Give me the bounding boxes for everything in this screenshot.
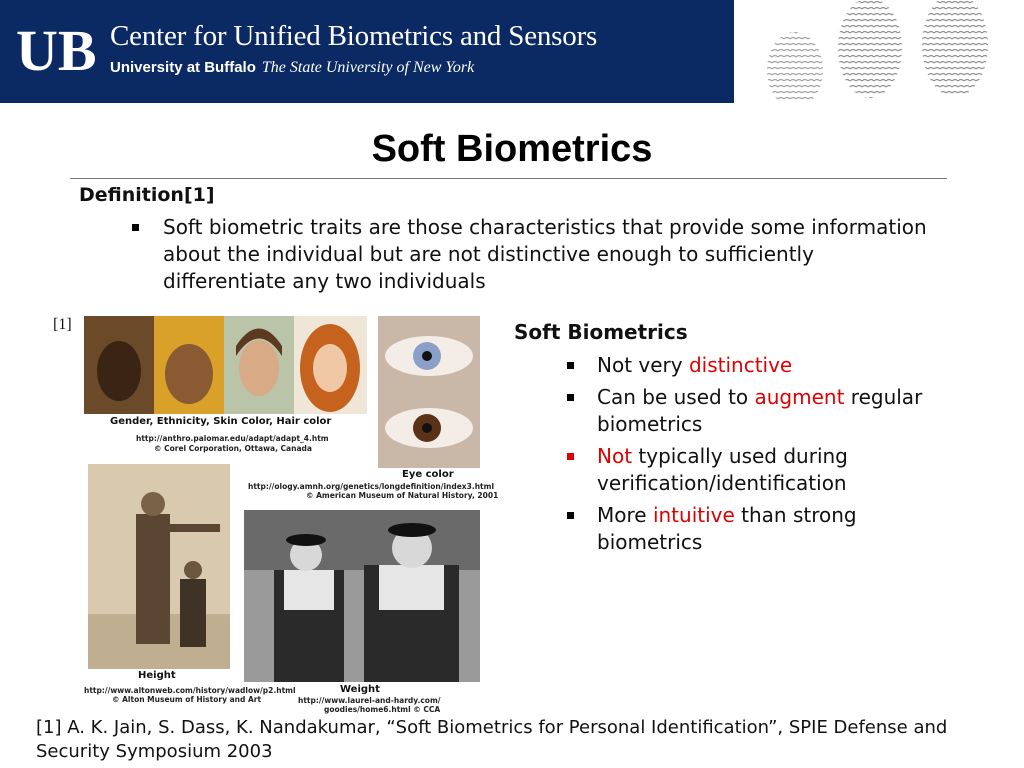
square-bullet-icon (567, 512, 574, 519)
item-text-post: than strong biometrics (597, 503, 857, 554)
faces-url: http://anthro.palomar.edu/adapt/adapt_4.htm (136, 434, 329, 443)
weight-caption: Weight (340, 684, 380, 695)
item-highlight: Not (597, 444, 633, 468)
height-caption: Height (138, 670, 176, 681)
list-item (565, 384, 945, 438)
item-text-post: regular biometrics (597, 385, 923, 436)
item-text: Not very (597, 353, 689, 377)
weight-url-2: goodies/home6.html © CCA (324, 705, 441, 714)
reference-footnote: [1] A. K. Jain, S. Dass, K. Nandakumar, “Soft Biometrics for Personal Identification”, SPIE Defense and Security Symposium 2003 (36, 717, 948, 762)
slide-title: Soft Biometrics (371, 128, 653, 170)
list-item (565, 352, 945, 379)
title-divider (70, 178, 947, 179)
square-bullet-icon (132, 224, 139, 231)
square-bullet-icon (567, 362, 574, 369)
item-text: More (597, 503, 653, 527)
soft-biometrics-collage (84, 312, 499, 714)
item-text: Can be used to (597, 385, 755, 409)
faces-photo (84, 316, 367, 414)
definition-heading: Definition[1] (79, 184, 215, 206)
definition-text: Soft biometric traits are those characteristics that provide some information about the individual but are not distinctive enough to sufficiently differentiate any two individuals (163, 215, 927, 293)
center-name: Center for Unified Biometrics and Sensors (110, 20, 598, 52)
eyes-photo (378, 316, 480, 468)
faces-credit: © Corel Corporation, Ottawa, Canada (154, 444, 312, 453)
soft-biometrics-heading: Soft Biometrics (514, 320, 688, 344)
soft-biometrics-list (565, 352, 945, 561)
weight-url: http://www.laurel-and-hardy.com/ (298, 696, 441, 705)
height-credit: © Alton Museum of History and Art (112, 695, 262, 704)
item-highlight: intuitive (652, 503, 735, 527)
header-banner (0, 0, 734, 103)
definition-item (130, 214, 930, 295)
ub-logo (16, 20, 108, 78)
list-item (565, 502, 945, 556)
eyes-credit: © American Museum of Natural History, 2001 (306, 491, 499, 500)
item-highlight: distinctive (688, 353, 793, 377)
eyes-url: http://ology.amnh.org/genetics/longdefinition/index3.html (248, 482, 495, 491)
eyes-caption: Eye color (402, 469, 454, 480)
square-bullet-icon (567, 453, 574, 460)
list-item (565, 443, 945, 497)
item-highlight: augment (754, 385, 845, 409)
square-bullet-icon (567, 394, 574, 401)
weight-photo (244, 510, 480, 682)
height-photo (88, 464, 230, 669)
university-subtitle: The State University of New York (261, 59, 475, 76)
fingerprints-image (760, 0, 1024, 103)
university-line (110, 58, 474, 77)
figure-citation: [1] (53, 316, 72, 333)
university-name: University at Buffalo (110, 59, 256, 76)
item-text-post: typically used during verification/identification (597, 444, 848, 495)
definition-list (130, 214, 930, 295)
faces-caption: Gender, Ethnicity, Skin Color, Hair color (110, 416, 332, 427)
ub-logo-text: UB (16, 20, 97, 78)
height-url: http://www.altonweb.com/history/wadlow/p2.html (84, 686, 296, 695)
